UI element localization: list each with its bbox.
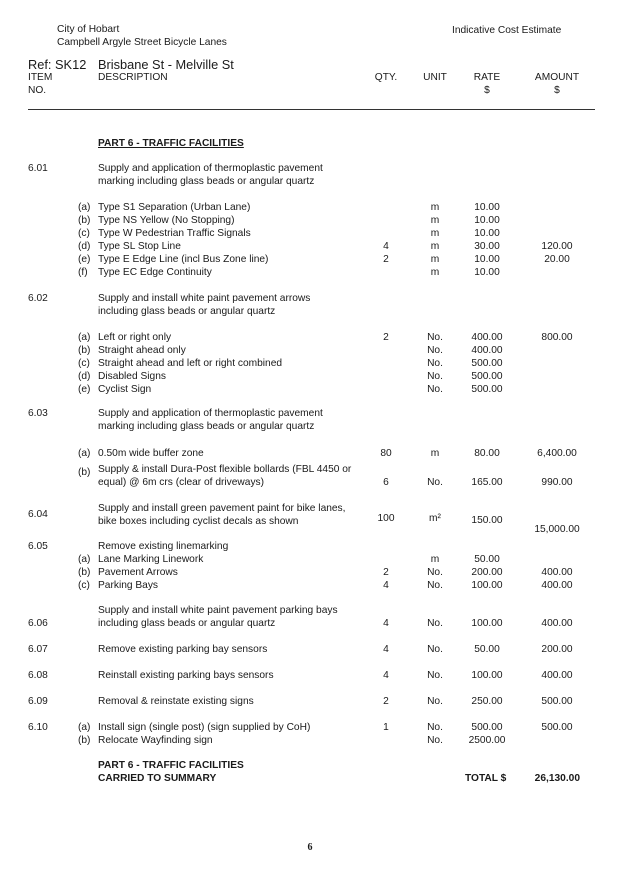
sub-item-letter: (b) [78, 567, 91, 578]
item-description: Relocate Wayfinding sign [98, 735, 213, 746]
unit-cell: m [430, 448, 440, 459]
item-description: Parking Bays [98, 580, 159, 591]
unit-cell: No. [427, 722, 443, 733]
sub-item-letter: (d) [78, 371, 91, 382]
sub-item-letter: (a) [78, 554, 91, 565]
rate-cell: 200.00 [471, 567, 503, 578]
quantity-cell: 4 [383, 580, 389, 591]
sub-item-letter: (a) [78, 722, 91, 733]
sub-item-letter: (b) [78, 345, 91, 356]
unit-cell: No. [427, 644, 443, 655]
unit-cell: m² [429, 513, 441, 524]
unit-cell: No. [427, 618, 443, 629]
rate-cell: 10.00 [474, 267, 500, 278]
amount-cell: 500.00 [541, 696, 573, 707]
sub-item-letter: (b) [78, 215, 91, 226]
item-number: 6.02 [28, 293, 48, 304]
unit-cell: No. [427, 735, 443, 746]
item-description: Straight ahead only [98, 345, 186, 356]
quantity-cell: 4 [383, 670, 389, 681]
item-description: Supply and install white paint pavement parking bays [98, 605, 338, 616]
item-description: Type EC Edge Continuity [98, 267, 212, 278]
unit-cell: No. [427, 567, 443, 578]
rate-cell: 100.00 [471, 580, 503, 591]
unit-cell: No. [427, 580, 443, 591]
item-number: 6.05 [28, 541, 48, 552]
unit-cell: m [430, 554, 440, 565]
sub-item-letter: (a) [78, 332, 91, 343]
item-description: Supply & install Dura-Post flexible bollards (FBL 4450 or [98, 464, 352, 475]
col-unit-header: UNIT [423, 72, 447, 83]
item-description: Type W Pedestrian Traffic Signals [98, 228, 251, 239]
unit-cell: m [430, 215, 440, 226]
rate-cell: 10.00 [474, 254, 500, 265]
amount-cell: 500.00 [541, 722, 573, 733]
sub-item-letter: (e) [78, 254, 91, 265]
item-description: 0.50m wide buffer zone [98, 448, 204, 459]
item-description: Supply and install white paint pavement arrows [98, 293, 311, 304]
item-description: Supply and application of thermoplastic pavement [98, 163, 323, 174]
unit-cell: m [430, 202, 440, 213]
rate-cell: 80.00 [474, 448, 500, 459]
item-number: 6.01 [28, 163, 48, 174]
unit-cell: m [430, 228, 440, 239]
item-description: Disabled Signs [98, 371, 166, 382]
amount-cell: 6,400.00 [537, 448, 577, 459]
header-divider [28, 109, 595, 110]
col-qty-header: QTY. [374, 72, 398, 83]
rate-cell: 500.00 [471, 384, 503, 395]
summary-part-title: PART 6 - TRAFFIC FACILITIES [98, 760, 244, 771]
unit-cell: No. [427, 358, 443, 369]
col-description-header: DESCRIPTION [98, 72, 168, 83]
amount-cell: 200.00 [541, 644, 573, 655]
amount-cell: 15,000.00 [534, 524, 580, 535]
item-description: Cyclist Sign [98, 384, 152, 395]
unit-cell: No. [427, 384, 443, 395]
quantity-cell: 4 [383, 618, 389, 629]
rate-cell: 50.00 [474, 644, 500, 655]
amount-cell: 800.00 [541, 332, 573, 343]
sub-item-letter: (f) [78, 267, 88, 278]
item-number: 6.09 [28, 696, 48, 707]
col-rate-header: RATE [473, 72, 501, 83]
total-value: 26,130.00 [534, 773, 580, 784]
rate-cell: 500.00 [471, 371, 503, 382]
sub-item-letter: (a) [78, 448, 91, 459]
quantity-cell: 4 [383, 241, 389, 252]
amount-cell: 990.00 [541, 477, 573, 488]
sub-item-letter: (c) [78, 358, 90, 369]
sub-item-letter: (b) [78, 467, 91, 478]
item-description: Remove existing linemarking [98, 541, 229, 552]
amount-cell: 400.00 [541, 670, 573, 681]
summary-carried-label: CARRIED TO SUMMARY [98, 773, 217, 784]
item-description: Left or right only [98, 332, 172, 343]
item-description: Removal & reinstate existing signs [98, 696, 254, 707]
unit-cell: No. [427, 371, 443, 382]
item-description: Remove existing parking bay sensors [98, 644, 268, 655]
sub-item-letter: (d) [78, 241, 91, 252]
unit-cell: No. [427, 477, 443, 488]
item-description: Type SL Stop Line [98, 241, 181, 252]
unit-cell: No. [427, 670, 443, 681]
quantity-cell: 2 [383, 254, 389, 265]
rate-cell: 500.00 [471, 358, 503, 369]
item-description: Reinstall existing parking bays sensors [98, 670, 274, 681]
rate-cell: 500.00 [471, 722, 503, 733]
col-item-header: ITEM [28, 72, 53, 83]
rate-cell: 30.00 [474, 241, 500, 252]
item-description: Type E Edge Line (incl Bus Zone line) [98, 254, 269, 265]
project-name: Campbell Argyle Street Bicycle Lanes [57, 37, 227, 48]
rate-cell: 400.00 [471, 332, 503, 343]
col-amount-header: AMOUNT [534, 72, 580, 83]
sub-item-letter: (c) [78, 228, 90, 239]
amount-cell: 400.00 [541, 567, 573, 578]
rate-cell: 2500.00 [468, 735, 506, 746]
amount-cell: 120.00 [541, 241, 573, 252]
item-number: 6.04 [28, 509, 48, 520]
item-description: including glass beads or angular quartz [98, 618, 276, 629]
item-number: 6.07 [28, 644, 48, 655]
quantity-cell: 6 [383, 477, 389, 488]
quantity-cell: 100 [377, 513, 395, 524]
rate-cell: 10.00 [474, 215, 500, 226]
item-description: marking including glass beads or angular quartz [98, 421, 315, 432]
part-title: PART 6 - TRAFFIC FACILITIES [98, 138, 244, 149]
unit-cell: No. [427, 332, 443, 343]
col-item-header-no: NO. [28, 85, 47, 96]
quantity-cell: 4 [383, 644, 389, 655]
rate-cell: 50.00 [474, 554, 500, 565]
item-number: 6.03 [28, 408, 48, 419]
unit-cell: m [430, 241, 440, 252]
unit-cell: m [430, 267, 440, 278]
amount-cell: 400.00 [541, 618, 573, 629]
quantity-cell: 2 [383, 567, 389, 578]
rate-cell: 100.00 [471, 670, 503, 681]
unit-cell: No. [427, 345, 443, 356]
item-description: Pavement Arrows [98, 567, 178, 578]
quantity-cell: 2 [383, 696, 389, 707]
quantity-cell: 2 [383, 332, 389, 343]
item-description: Type S1 Separation (Urban Lane) [98, 202, 251, 213]
item-description: Supply and install green pavement paint for bike lanes, [98, 503, 346, 514]
rate-cell: 250.00 [471, 696, 503, 707]
sub-item-letter: (c) [78, 580, 90, 591]
col-amount-currency: $ [554, 85, 560, 96]
rate-cell: 100.00 [471, 618, 503, 629]
item-description: Supply and application of thermoplastic pavement [98, 408, 323, 419]
location-title: Brisbane St - Melville St [98, 57, 234, 72]
rate-cell: 10.00 [474, 228, 500, 239]
item-description: bike boxes including cyclist decals as shown [98, 516, 299, 527]
sub-item-letter: (e) [78, 384, 91, 395]
rate-cell: 150.00 [471, 515, 503, 526]
rate-cell: 165.00 [471, 477, 503, 488]
amount-cell: 20.00 [544, 254, 570, 265]
unit-cell: No. [427, 696, 443, 707]
item-description: Straight ahead and left or right combined [98, 358, 283, 369]
item-description: marking including glass beads or angular quartz [98, 176, 315, 187]
org-name: City of Hobart [57, 24, 120, 35]
col-rate-currency: $ [484, 85, 490, 96]
page-number: 6 [307, 842, 313, 853]
rate-cell: 10.00 [474, 202, 500, 213]
sub-item-letter: (a) [78, 202, 91, 213]
item-description: Type NS Yellow (No Stopping) [98, 215, 235, 226]
quantity-cell: 1 [383, 722, 389, 733]
reference-code: Ref: SK12 [28, 57, 87, 72]
unit-cell: m [430, 254, 440, 265]
document-type: Indicative Cost Estimate [452, 25, 562, 36]
amount-cell: 400.00 [541, 580, 573, 591]
rate-cell: 400.00 [471, 345, 503, 356]
item-description: including glass beads or angular quartz [98, 306, 276, 317]
item-number: 6.10 [28, 722, 48, 733]
item-description: Install sign (single post) (sign supplied by CoH) [98, 722, 311, 733]
sub-item-letter: (b) [78, 735, 91, 746]
item-description: Lane Marking Linework [98, 554, 204, 565]
item-description: equal) @ 6m crs (clear of driveways) [98, 477, 265, 488]
quantity-cell: 80 [380, 448, 392, 459]
item-number: 6.06 [28, 618, 48, 629]
total-label: TOTAL $ [465, 773, 507, 784]
item-number: 6.08 [28, 670, 48, 681]
